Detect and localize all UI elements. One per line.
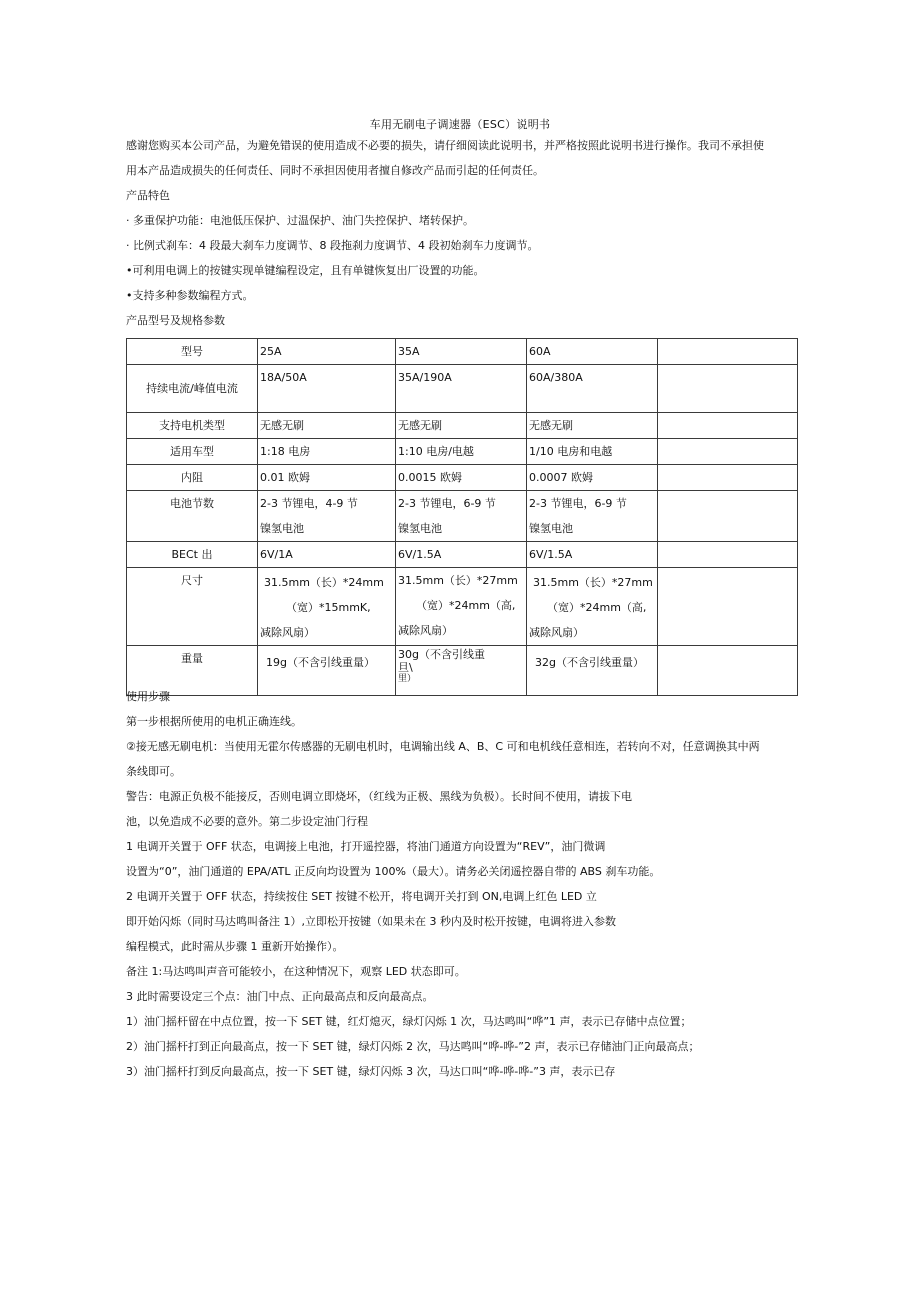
table-cell: 0.01 欧姆 [258, 465, 396, 491]
page-title: 车用无刷电子调速器（ESC）说明书 [369, 118, 551, 131]
cell-line: （宽）*15mmK, [286, 601, 371, 614]
step-line: 2）油门摇杆打到正向最高点，按一下 SET 键，绿灯闪烁 2 次，马达鸣叫“哗-哗-”2 声，表示已存储油门正向最高点； [126, 1040, 700, 1053]
cell-line: （宽）*24mm（高, [547, 601, 647, 614]
step-line: 1）油门摇杆留在中点位置，按一下 SET 键，红灯熄灭，绿灯闪烁 1 次，马达鸣叫“哗”1 声，表示已存储中点位置； [126, 1015, 692, 1028]
table-cell: 1/10 电房和电越 [527, 439, 658, 465]
cell-line: 30g（不含引线重 [398, 648, 485, 661]
row-label: 型号 [127, 339, 258, 365]
table-cell: 25A [258, 339, 396, 365]
cell-line: （宽）*24mm（高, [416, 599, 516, 612]
empty-cell [658, 542, 798, 568]
table-cell: 无感无刷 [396, 413, 527, 439]
empty-cell [658, 465, 798, 491]
table-cell: 6V/1A [258, 542, 396, 568]
specs-heading: 产品型号及规格参数 [126, 314, 225, 327]
table-cell: 32g（不含引线重量） [527, 646, 658, 696]
table-cell: 35A/190A [396, 365, 527, 413]
table-cell: 1:18 电房 [258, 439, 396, 465]
empty-cell [658, 365, 798, 413]
table-cell: 0.0015 欧姆 [396, 465, 527, 491]
row-label: 重量 [127, 646, 258, 696]
spec-table [126, 338, 798, 696]
cell-line: 旦\ [398, 661, 413, 674]
cell-line: 减除风扇） [529, 626, 584, 639]
table-cell: 6V/1.5A [396, 542, 527, 568]
table-row [127, 542, 798, 568]
intro-line: 用本产品造成损失的任何责任、同时不承担因使用者擅自修改产品而引起的任何责任。 [126, 164, 544, 177]
row-label: 适用车型 [127, 439, 258, 465]
note-line: 备注 1:马达鸣叫声音可能较小，在这种情况下，观察 LED 状态即可。 [126, 965, 466, 978]
feature-item: •支持多种参数编程方式。 [126, 289, 254, 302]
cell-line: 31.5mm（长）*27mm [398, 574, 518, 587]
empty-cell [658, 491, 798, 542]
table-row [127, 365, 798, 413]
features-heading: 产品特色 [126, 189, 170, 202]
cell-line: 2-3 节锂电，6-9 节 [398, 497, 496, 510]
cell-line: 镍氢电池 [260, 522, 304, 535]
empty-cell [658, 413, 798, 439]
row-label: BECt 出 [127, 542, 258, 568]
table-cell [396, 491, 527, 542]
step-line: 即开始闪烁（同时马达鸣叫备注 1）,立即松开按键（如果未在 3 秒内及时松开按键，电调将进入参数 [126, 915, 616, 928]
table-row [127, 491, 798, 542]
cell-line: 2-3 节锂电，4-9 节 [260, 497, 358, 510]
table-row [127, 339, 798, 365]
row-label: 内阻 [127, 465, 258, 491]
cell-line: 里） [398, 674, 417, 684]
table-cell: 19g（不含引线重量） [258, 646, 396, 696]
table-cell [396, 568, 527, 646]
table-cell: 6V/1.5A [527, 542, 658, 568]
table-cell: 无感无刷 [527, 413, 658, 439]
row-label: 持续电流/峰值电流 [127, 365, 258, 413]
steps-heading: 使用步骤 [126, 690, 170, 703]
step-line: ②接无感无刷电机：当使用无霍尔传感器的无刷电机时，电调输出线 A、B、C 可和电机线任意相连，若转向不对，任意调换其中两 [126, 740, 760, 753]
row-label: 尺寸 [127, 568, 258, 646]
step-line: 3）油门摇杆打到反向最高点，按一下 SET 键，绿灯闪烁 3 次，马达口叫“哗-哗-哗-”3 声，表示已存 [126, 1065, 616, 1078]
step-line: 池，以免造成不必要的意外。第二步设定油门行程 [126, 815, 368, 828]
step-line: 1 电调开关置于 OFF 状态，电调接上电池，打开遥控器，将油门通道方向设置为“REV”，油门微调 [126, 840, 606, 853]
table-row [127, 465, 798, 491]
table-cell: 60A [527, 339, 658, 365]
feature-item: •可利用电调上的按键实现单键编程设定，且有单键恢复出厂设置的功能。 [126, 264, 485, 277]
table-cell [258, 568, 396, 646]
cell-line: 2-3 节锂电，6-9 节 [529, 497, 627, 510]
table-cell [396, 646, 527, 696]
empty-cell [658, 568, 798, 646]
table-cell [527, 568, 658, 646]
step-line: 2 电调开关置于 OFF 状态，持续按住 SET 按键不松开，将电调开关打到 ON,电调上红色 LED 立 [126, 890, 597, 903]
empty-cell [658, 646, 798, 696]
intro-line: 感谢您购买本公司产品，为避免错误的使用造成不必要的损失，请仔细阅读此说明书，并严格按照此说明书进行操作。我司不承担使 [126, 139, 764, 152]
table-cell [527, 491, 658, 542]
empty-cell [658, 339, 798, 365]
step-line: 条线即可。 [126, 765, 181, 778]
table-cell: 35A [396, 339, 527, 365]
cell-line: 31.5mm（长）*27mm [533, 576, 653, 589]
table-cell: 60A/380A [527, 365, 658, 413]
row-label: 支持电机类型 [127, 413, 258, 439]
step-line: 第一步根据所使用的电机正确连线。 [126, 715, 302, 728]
cell-line: 减除风扇） [260, 626, 315, 639]
cell-line: 减除风扇） [398, 624, 453, 637]
table-cell: 无感无刷 [258, 413, 396, 439]
table-cell: 18A/50A [258, 365, 396, 413]
table-row [127, 413, 798, 439]
step-line: 3 此时需要设定三个点：油门中点、正向最高点和反向最高点。 [126, 990, 434, 1003]
row-label: 电池节数 [127, 491, 258, 542]
table-cell: 0.0007 欧姆 [527, 465, 658, 491]
feature-item: · 比例式刹车：4 段最大刹车力度调节、8 段拖刹力度调节、4 段初始刹车力度调节。 [126, 239, 539, 252]
warning-line: 警告：电源正负极不能接反，否则电调立即烧坏，（红线为正极、黑线为负极）。长时间不使用，请拔下电 [126, 790, 632, 803]
cell-line: 镍氢电池 [398, 522, 442, 535]
table-cell [258, 491, 396, 542]
table-cell: 1:10 电房/电越 [396, 439, 527, 465]
table-row [127, 646, 798, 696]
table-row [127, 439, 798, 465]
empty-cell [658, 439, 798, 465]
feature-item: · 多重保护功能：电池低压保护、过温保护、油门失控保护、堵转保护。 [126, 214, 474, 227]
cell-line: 31.5mm（长）*24mm [264, 576, 384, 589]
cell-line: 镍氢电池 [529, 522, 573, 535]
step-line: 设置为“0”，油门通道的 EPA/ATL 正反向均设置为 100%（最大）。请务必关闭遥控器自带的 ABS 刹车功能。 [126, 865, 661, 878]
step-line: 编程模式，此时需从步骤 1 重新开始操作）。 [126, 940, 344, 953]
table-row [127, 568, 798, 646]
